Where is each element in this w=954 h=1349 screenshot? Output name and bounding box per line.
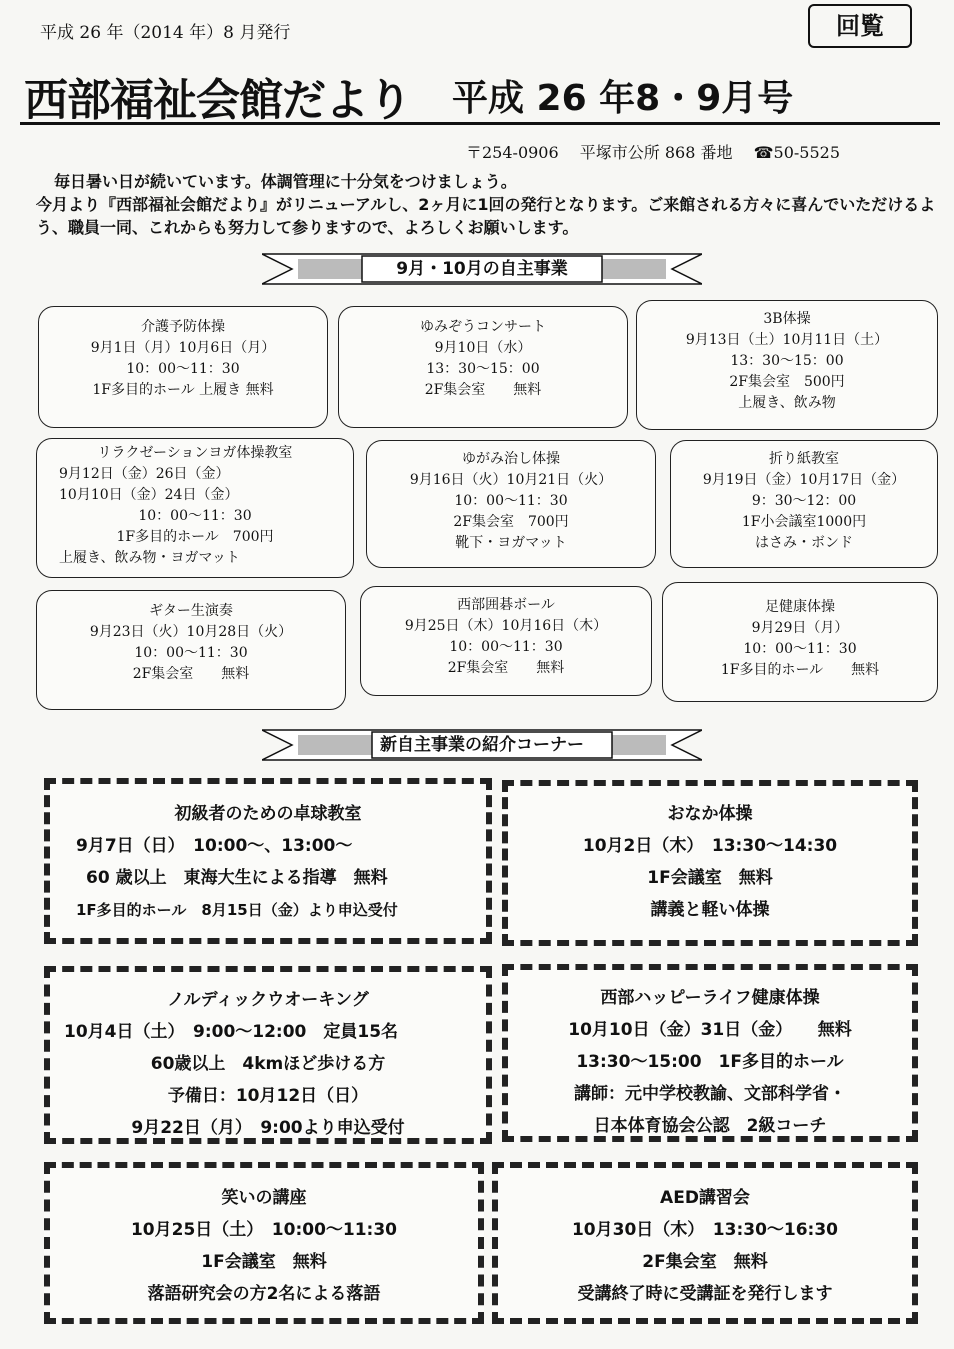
event-detail: 2F集会室 700円 (453, 514, 569, 530)
event-detail: 60歳以上 4kmほど歩ける方 (150, 1054, 386, 1074)
event-detail: 2F集会室 無料 (424, 382, 542, 398)
event-detail: 9月7日（日） 10:00～、13:00～ (76, 836, 353, 856)
section1-banner (262, 250, 702, 288)
event-detail: 10月30日（木） 13:30～16:30 (571, 1220, 839, 1240)
event-card (338, 306, 628, 428)
intro-line-2: 今月より『西部福祉会館だより』がリニューアルし、2ヶ月に1回の発行となります。ご来館される方々に喜んでいただけるよう、職員一同、これからも努力して参りますので、よろしくお願いします。 (36, 195, 936, 237)
event-detail: 予備日：10月12日（日） (167, 1086, 369, 1106)
section2-banner (262, 726, 702, 764)
event-detail: 10：00～11：30 (134, 645, 248, 661)
publication-date: 平成 26 年（2014 年）8 月発行 (40, 23, 291, 43)
event-card (636, 300, 938, 430)
event-title: 初級者のための卓球教室 (174, 804, 362, 824)
event-card (366, 440, 656, 568)
event-title: 笑いの講座 (221, 1188, 307, 1208)
new-event-card (44, 966, 492, 1144)
event-detail: 1F多目的ホール 8月15日（金）より申込受付 (76, 901, 398, 919)
event-detail: 1F多目的ホール 700円 (116, 529, 274, 545)
event-title: 3B体操 (763, 311, 811, 327)
event-detail: 9月12日（金）26日（金） (59, 466, 230, 482)
event-title: 西部ハッピーライフ健康体操 (600, 988, 820, 1008)
event-detail: 10月10日（金）24日（金） (59, 487, 239, 503)
intro-line-1: 毎日暑い日が続いています。体調管理に十分気をつけましょう。 (54, 172, 517, 191)
event-detail: 13：30～15：00 (730, 353, 844, 369)
intro-text (36, 170, 936, 239)
event-title: ゆがみ治し体操 (462, 451, 560, 467)
event-detail: 日本体育協会公認 2級コーチ (593, 1116, 827, 1136)
event-title: 折り紙教室 (769, 451, 839, 467)
event-detail: 10月2日（木） 13:30～14:30 (582, 836, 838, 856)
event-detail: 2F集会室 無料 (447, 660, 565, 676)
event-detail: 落語研究会の方2名による落語 (147, 1284, 381, 1304)
event-card (38, 306, 328, 428)
event-detail: 受講終了時に受講証を発行します (577, 1284, 833, 1304)
event-detail: 9月19日（金）10月17日（金） (702, 472, 906, 488)
new-event-card (502, 780, 918, 946)
event-title: 足健康体操 (765, 599, 835, 615)
new-event-card (44, 1162, 484, 1324)
event-detail: 上履き、飲み物 (738, 395, 836, 411)
event-detail: 10：00～11：30 (126, 361, 240, 377)
event-card (670, 440, 938, 568)
new-event-card (44, 778, 492, 944)
event-detail: 60 歳以上 東海大生による指導 無料 (86, 868, 388, 888)
new-event-card (492, 1162, 918, 1324)
event-detail: 2F集会室 無料 (642, 1252, 768, 1272)
newsletter-title: 西部福祉会館だより (24, 75, 411, 126)
event-title: ノルディックウオーキング (167, 990, 369, 1010)
event-title: おなか体操 (667, 804, 753, 824)
event-detail: 10月10日（金）31日（金） 無料 (568, 1020, 852, 1040)
event-detail: 靴下・ヨガマット (455, 535, 567, 551)
event-detail: 上履き、飲み物・ヨガマット (59, 550, 240, 566)
title-bar (20, 60, 940, 125)
event-detail: 9月13日（土）10月11日（土） (685, 332, 889, 348)
phone-number: ☎50-5525 (753, 143, 840, 162)
event-detail: 10月4日（土） 9:00～12:00 定員15名 (64, 1022, 399, 1042)
event-detail: 9月10日（水） (434, 340, 532, 356)
event-detail: 2F集会室 500円 (729, 374, 845, 390)
event-detail: 10：00～11：30 (454, 493, 568, 509)
event-detail: 10：00～11：30 (138, 508, 252, 524)
event-detail: 13：30～15：00 (426, 361, 540, 377)
event-card (360, 586, 652, 696)
event-detail: 9：30～12：00 (751, 493, 857, 509)
event-detail: 1F多目的ホール 無料 (720, 662, 880, 678)
event-detail: 9月29日（月） (751, 620, 849, 636)
event-detail: 10：00～11：30 (743, 641, 857, 657)
event-title: AED講習会 (660, 1188, 750, 1208)
event-detail: 10月25日（土） 10:00～11:30 (130, 1220, 398, 1240)
event-card (662, 582, 938, 702)
event-title: リラクゼーションヨガ体操教室 (97, 445, 293, 461)
section2-title: 新自主事業の紹介コーナー (380, 735, 584, 755)
event-detail: 10：00～11：30 (449, 639, 563, 655)
postal-code: 〒254-0906 (466, 143, 559, 162)
event-detail: 13:30～15:00 1F多目的ホール (576, 1052, 844, 1072)
event-detail: 1F会議室 無料 (201, 1252, 327, 1272)
circulation-stamp: 回覧 (808, 4, 912, 48)
event-detail: 2F集会室 無料 (132, 666, 250, 682)
event-detail: 1F会議室 無料 (647, 868, 773, 888)
issue-label: 平成 26 年8・9月号 (452, 78, 794, 119)
street-address: 平塚市公所 868 番地 (579, 143, 733, 162)
section1-title: 9月・10月の自主事業 (396, 259, 568, 279)
event-detail: はさみ・ボンド (755, 535, 853, 551)
event-detail: 1F多目的ホール 上履き 無料 (92, 382, 274, 398)
event-detail: 9月23日（火）10月28日（火） (89, 624, 293, 640)
event-detail: 9月22日（月） 9:00より申込受付 (131, 1118, 405, 1138)
address-line (466, 140, 856, 163)
event-detail: 9月1日（月）10月6日（月） (90, 340, 276, 356)
new-event-card (502, 964, 918, 1142)
event-card (36, 590, 346, 710)
event-title: 西部囲碁ボール (457, 597, 555, 613)
event-detail: 講師：元中学校教諭、文部科学省・ (574, 1084, 846, 1104)
event-detail: 9月16日（火）10月21日（火） (409, 472, 613, 488)
event-title: ギター生演奏 (149, 603, 233, 619)
event-title: ゆみぞうコンサート (420, 319, 546, 335)
event-detail: 講義と軽い体操 (650, 900, 770, 920)
event-detail: 1F小会議室1000円 (741, 514, 867, 530)
event-title: 介護予防体操 (141, 319, 225, 335)
event-card (36, 438, 354, 578)
event-detail: 9月25日（木）10月16日（木） (404, 618, 608, 634)
